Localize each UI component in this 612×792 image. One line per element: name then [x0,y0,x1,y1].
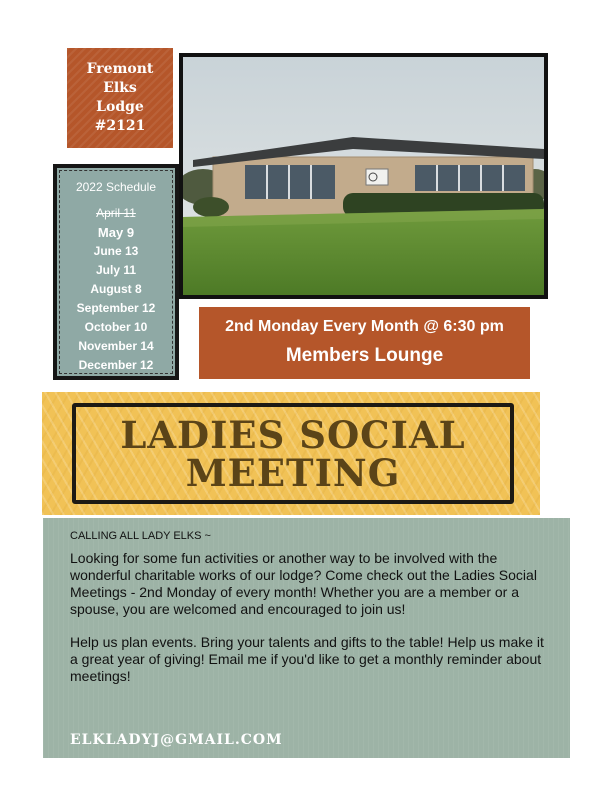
message-paragraph: Help us plan events. Bring your talents and gifts to the table! Help us make it a great year of giving! Email me if you'd like to get a monthly reminder about meetings! [70,634,544,684]
schedule-date: November 14 [78,339,154,353]
title-banner [42,392,540,515]
page-title-line-1: LADIES SOCIAL [120,412,466,457]
meeting-location: Members Lounge [285,345,444,366]
meeting-time: 2nd Monday Every Month @ 6:30 pm [225,318,504,335]
message-paragraph: Looking for some fun activities or another way to be involved with the wonderful charitable works of our lodge? Come check out the Ladies Social Meetings - 2nd Monday of every month! Whether you are a member or a spouse, you are welcomed and encouraged to join us! [70,550,537,617]
schedule-date: June 13 [93,244,139,258]
schedule-title: 2022 Schedule [75,180,157,194]
schedule-date: October 10 [84,320,148,334]
lodge-name-line: Lodge [96,99,144,115]
meeting-time-banner [199,307,530,379]
schedule-date-past: April 11 [96,206,136,220]
lodge-building-illustration [183,57,544,295]
contact-email: ELKLADYJ@GMAIL.COM [70,732,283,748]
schedule-date: July 11 [95,263,137,277]
lodge-building-photo [179,53,548,299]
lodge-badge [67,48,173,148]
lodge-name-line: Fremont [86,61,154,77]
schedule-date: December 12 [78,358,154,372]
page-title-line-2: MEETING [185,450,401,495]
schedule-date: August 8 [90,282,142,296]
lodge-number: #2121 [94,118,146,134]
schedule-card [53,164,179,380]
schedule-date-current: May 9 [97,225,135,240]
schedule-date: September 12 [76,301,156,315]
message-greeting: CALLING ALL LADY ELKS ~ [70,530,211,542]
title-frame [72,403,514,504]
lodge-name-line: Elks [103,80,137,96]
message-box [43,518,570,758]
